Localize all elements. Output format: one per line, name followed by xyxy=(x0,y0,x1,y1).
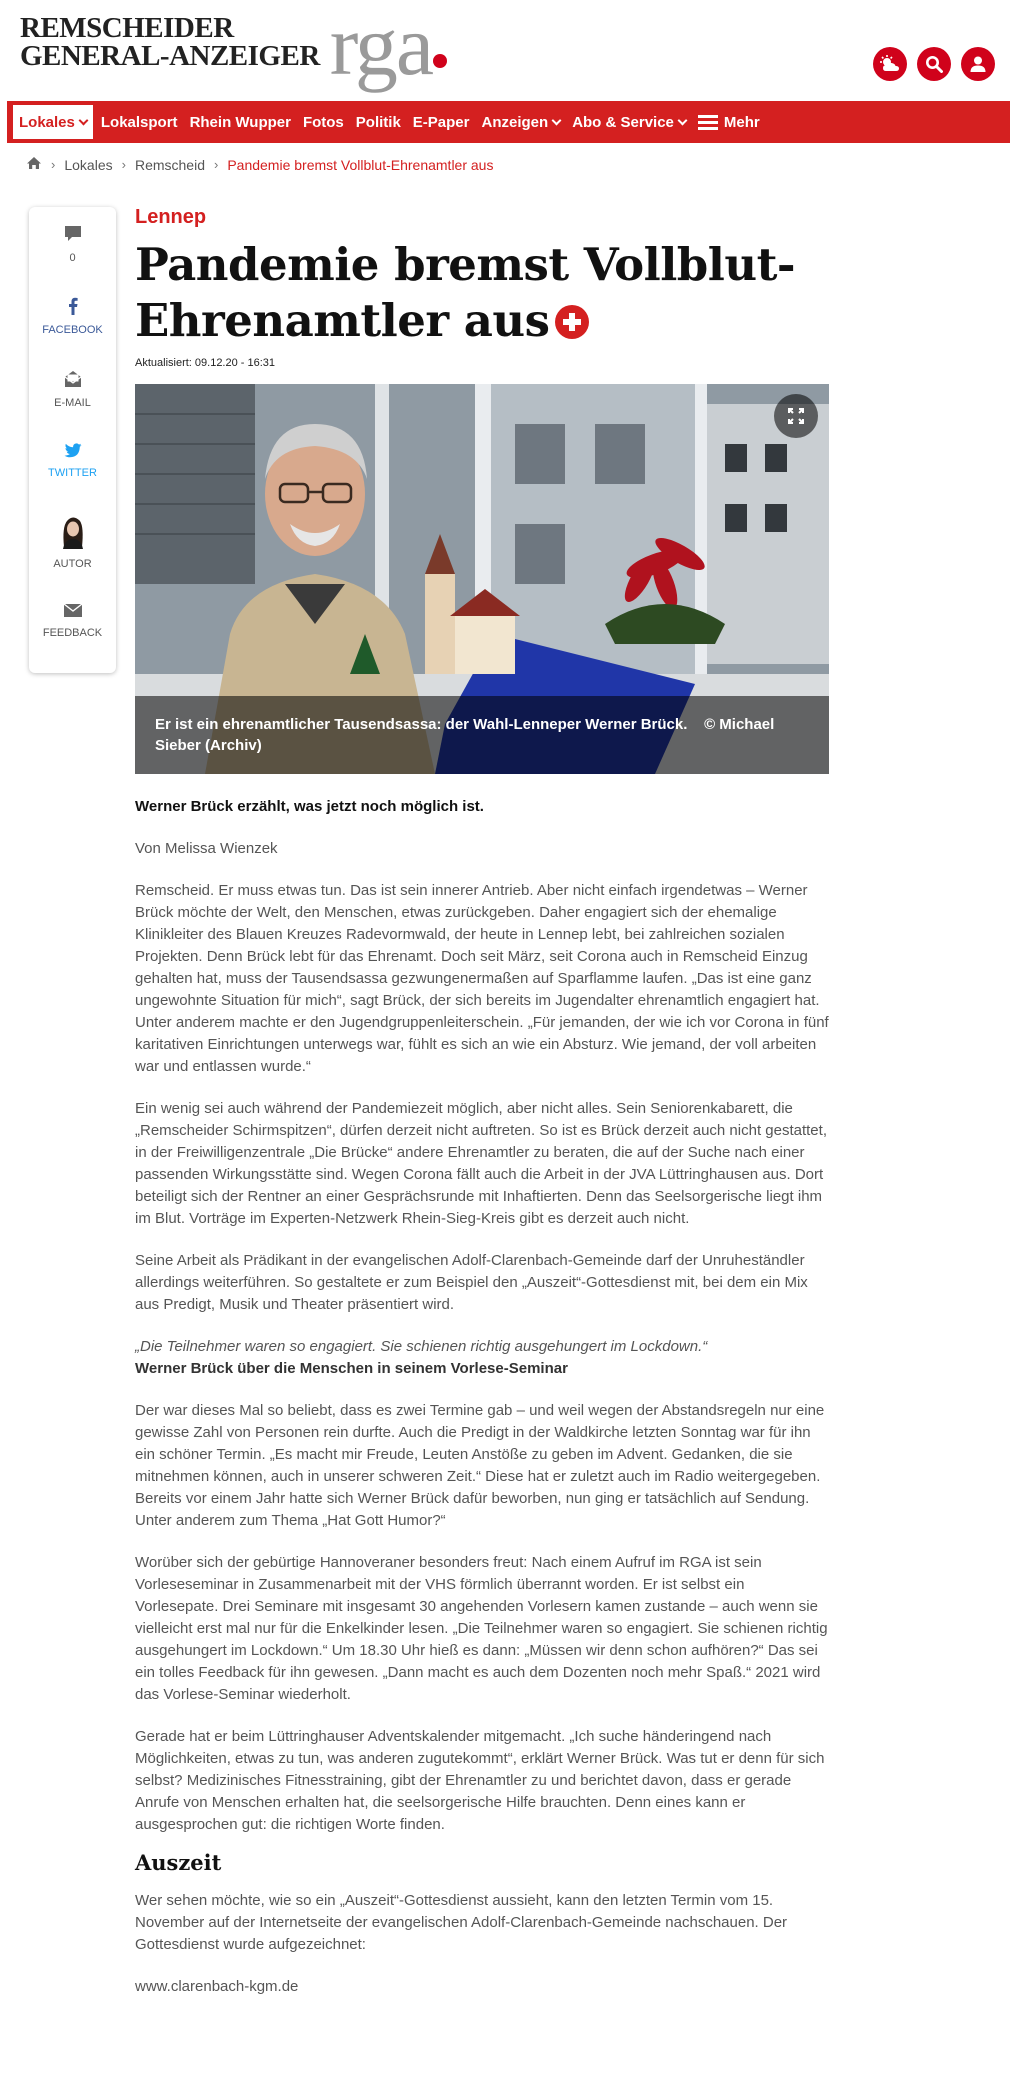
caption-text: Er ist ein ehrenamtlicher Tausendsassa: der Wahl-Lenneper Werner Brück. xyxy=(155,716,688,733)
article-paragraph: Seine Arbeit als Prädikant in der evangelischen Adolf-Clarenbach-Gemeinde darf der Unruheständler allerdings weiterführen. So gestaltete er zum Beispiel den „Auszeit“-Gottesdienst mit, bei dem ein Mix aus Predigt, Musik und Theater präsentiert wird. xyxy=(135,1252,808,1313)
article-quote-block xyxy=(135,1336,830,1380)
twitter-label: TWITTER xyxy=(48,467,97,479)
nav-item-rhein-wupper[interactable]: Rhein Wupper xyxy=(189,113,291,131)
chevron-down-icon xyxy=(78,115,88,125)
article-body xyxy=(135,796,830,2018)
nav-item-label: Mehr xyxy=(723,113,760,131)
nav-item-lokalsport[interactable]: Lokalsport xyxy=(100,113,178,131)
home-icon[interactable] xyxy=(26,156,42,173)
menu-icon xyxy=(698,115,718,130)
feedback-button[interactable] xyxy=(29,603,116,639)
logo-brand-text: rga xyxy=(329,0,433,93)
facebook-icon xyxy=(29,297,116,318)
twitter-icon xyxy=(29,443,116,461)
nav-item-label: Anzeigen xyxy=(481,113,549,131)
pull-quote: „Die Teilnehmer waren so engagiert. Sie schienen richtig ausgehungert im Lockdown.“ xyxy=(135,1338,708,1355)
author-avatar xyxy=(29,513,116,552)
twitter-share-button[interactable] xyxy=(29,443,116,479)
article-paragraph: Gerade hat er beim Lüttringhauser Adventskalender mitgemacht. „Ich suche händeringend nach Möglichkeiten, etwas zu tun, was anderen zugutekommt“, erklärt Werner Brück. Was tut er denn für sich selbst? Medizinisches Fitnesstraining, gibt der Ehrenamtler zu und berichtet davon, dass er gerade Anrufe von Menschen erhalten hat, die seelsorgerische Hilfe brauchten. Denn eines kann er ausgesprochen gut: die richtigen Worte finden. xyxy=(135,1728,825,1833)
article-paragraph: Remscheid. Er muss etwas tun. Das ist sein innerer Antrieb. Aber nicht einfach irgendetwas – Werner Brück möchte der Welt, den Menschen, etwas zurückgeben. Daher engagiert sich der ehemalige Klinikleiter des Blauen Kreuzes Radevormwald, der heute in Lennep lebt, bei zahlreichen sozialen Projekten. Denn Brück lebt für das Ehrenamt. Doch seit März, seit Corona auch in Remscheid Einzug gehalten hat, muss der Tausendsassa gezwungenermaßen auf Sparflamme laufen. „Das ist eine ganz ungewohnte Situation für mich“, sagt Brück, der sich bereits im Jugendalter ehrenamtlich engagiert hat. Unter anderem machte er den Jugendgruppenleiterschein. „Für jemanden, der wie ich vor Corona in fünf karitativen Einrichtungen unterwegs war, fühlt es sich an wie ein Absturz. Wie jemand, der voll arbeiten war und entlassen wurde.“ xyxy=(135,882,829,1075)
main-nav xyxy=(7,101,1010,143)
pull-quote-attribution: Werner Brück über die Menschen in seinem Vorlese-Seminar xyxy=(135,1360,568,1377)
external-link[interactable]: www.clarenbach-kgm.de xyxy=(135,1978,299,1995)
nav-item-fotos[interactable]: Fotos xyxy=(302,113,344,131)
nav-item-abo-service[interactable] xyxy=(566,105,692,139)
article-updated: Aktualisiert: 09.12.20 - 16:31 xyxy=(135,357,276,369)
email-label: E-MAIL xyxy=(54,397,91,409)
breadcrumb-item-lokales[interactable]: Lokales xyxy=(64,156,113,173)
share-sidebar xyxy=(29,207,116,673)
logo-line-2: GENERAL-ANZEIGER xyxy=(20,40,320,72)
comment-icon xyxy=(29,225,116,246)
article-author: Von Melissa Wienzek xyxy=(135,840,278,857)
author-button[interactable] xyxy=(29,513,116,570)
article-paragraph: Ein wenig sei auch während der Pandemiezeit möglich, aber nicht alles. Sein Seniorenkabarett, die „Remscheider Schirmspitzen“, dürfen derzeit nicht auftreten. So ist es Brück derzeit auch nicht gestattet, in der Freiwilligenzentrale „Die Brücke“ andere Ehrenamtler zu beraten, die auf der Suche nach einer passenden Wirkungsstätte sind. Wegen Corona fällt auch die Arbeit in der JVA Lüttringhausen aus. Dort beteiligt sich der Rentner an einer Gesprächsrunde mit Inhaftierten. Denn das Seelsorgerische liegt ihm im Blut. Vorträge im Experten-Netzwerk Rhein-Sieg-Kreis gibt es derzeit auch nicht. xyxy=(135,1100,827,1227)
article-subheading: Auszeit xyxy=(135,1850,222,1875)
site-header xyxy=(0,0,1017,98)
article-paragraph: Der war dieses Mal so beliebt, dass es zwei Termine gab – und weil wegen der Abstandsregeln nur eine gewisse Zahl von Personen rein durfte. Auch die Predigt in der Waldkirche letzten Sonntag war für ihn ein schöner Termin. „Es macht mir Freude, Leuten Anstöße zu geben im Advent. Gedanken, die sie mitnehmen können, auch in unserer schweren Zeit.“ Diese hat er zuletzt auch im Radio weitergegeben. Bereits vor einem Jahr hatte sich Werner Brück dafür beworben, nun ging er tatsächlich auf Sendung. Unter anderem zum Thema „Hat Gott Humor?“ xyxy=(135,1402,825,1529)
breadcrumb xyxy=(26,156,493,173)
logo-brand xyxy=(329,0,447,93)
weather-icon[interactable] xyxy=(873,47,907,81)
logo-wordmark xyxy=(20,14,320,70)
breadcrumb-separator: › xyxy=(51,157,56,172)
article-kicker[interactable]: Lennep xyxy=(135,206,207,228)
hero-image[interactable] xyxy=(135,384,829,774)
image-caption xyxy=(135,696,829,774)
article-paragraph: Wer sehen möchte, wie so ein „Auszeit“-Gottesdienst aussieht, kann den letzten Termin vom 15. November auf der Internetseite der evangelischen Adolf-Clarenbach-Gemeinde nachschauen. Der Gottesdienst wurde aufgezeichnet: xyxy=(135,1892,788,1953)
fullscreen-button[interactable] xyxy=(774,394,818,438)
nav-item-label: Lokales xyxy=(19,113,75,131)
breadcrumb-separator: › xyxy=(213,157,219,172)
chevron-down-icon xyxy=(677,115,687,125)
author-label: AUTOR xyxy=(53,558,92,570)
envelope-icon xyxy=(29,603,116,621)
logo-dot xyxy=(433,54,447,68)
nav-item-label: Abo & Service xyxy=(572,113,674,131)
header-icons xyxy=(873,47,995,81)
expand-icon xyxy=(774,394,818,438)
comments-count: 0 xyxy=(69,252,76,264)
plus-badge-icon xyxy=(555,305,589,339)
breadcrumb-current: Pandemie bremst Vollblut-Ehrenamtler aus xyxy=(227,156,494,173)
article xyxy=(135,206,830,1995)
article-paragraph: Worüber sich der gebürtige Hannoveraner besonders freut: Nach einem Aufruf im RGA ist sein Vorleseseminar in Zusammenarbeit mit der VHS förmlich überrannt worden. Er ist selbst ein Vorlesepate. Drei Seminare mit insgesamt 30 angehenden Vorlesern kamen zustande – auch wenn sie vielleicht erst mal nur für die Enkelkinder lesen. „Die Teilnehmer waren so engagiert. Sie schienen richtig ausgehungert im Lockdown.“ Um 18.30 Uhr hieß es dann: „Müssen wir denn schon aufhören?“ Das sei ein tolles Feedback für ihn gewesen. „Dann macht es auch dem Dozenten noch mehr Spaß.“ 2021 wird das Vorlese-Seminar wiederholt. xyxy=(135,1554,828,1703)
nav-item-anzeigen[interactable] xyxy=(476,105,567,139)
feedback-label: FEEDBACK xyxy=(42,627,103,639)
logo-line-1: REMSCHEIDER xyxy=(20,12,234,44)
headline-text: Pandemie bremst Vollblut-Ehrenamtler aus xyxy=(135,238,796,347)
email-share-button[interactable] xyxy=(29,370,116,409)
facebook-label: FACEBOOK xyxy=(42,324,103,336)
email-icon xyxy=(29,370,116,391)
chevron-down-icon xyxy=(552,115,562,125)
image-credit: © Michael Sieber (Archiv) xyxy=(155,716,775,754)
article-lead: Werner Brück erzählt, was jetzt noch möglich ist. xyxy=(135,798,484,815)
nav-item-lokales[interactable] xyxy=(13,105,93,139)
breadcrumb-separator: › xyxy=(121,157,126,172)
user-icon[interactable] xyxy=(961,47,995,81)
search-icon[interactable] xyxy=(917,47,951,81)
breadcrumb-item-remscheid[interactable]: Remscheid xyxy=(134,156,205,173)
facebook-share-button[interactable] xyxy=(29,297,116,336)
nav-item-politik[interactable]: Politik xyxy=(355,113,401,131)
article-headline xyxy=(135,237,830,349)
site-logo[interactable] xyxy=(20,0,447,93)
comments-button[interactable] xyxy=(29,225,116,264)
nav-item-mehr[interactable] xyxy=(692,105,766,139)
nav-item-epaper[interactable]: E-Paper xyxy=(412,113,470,131)
